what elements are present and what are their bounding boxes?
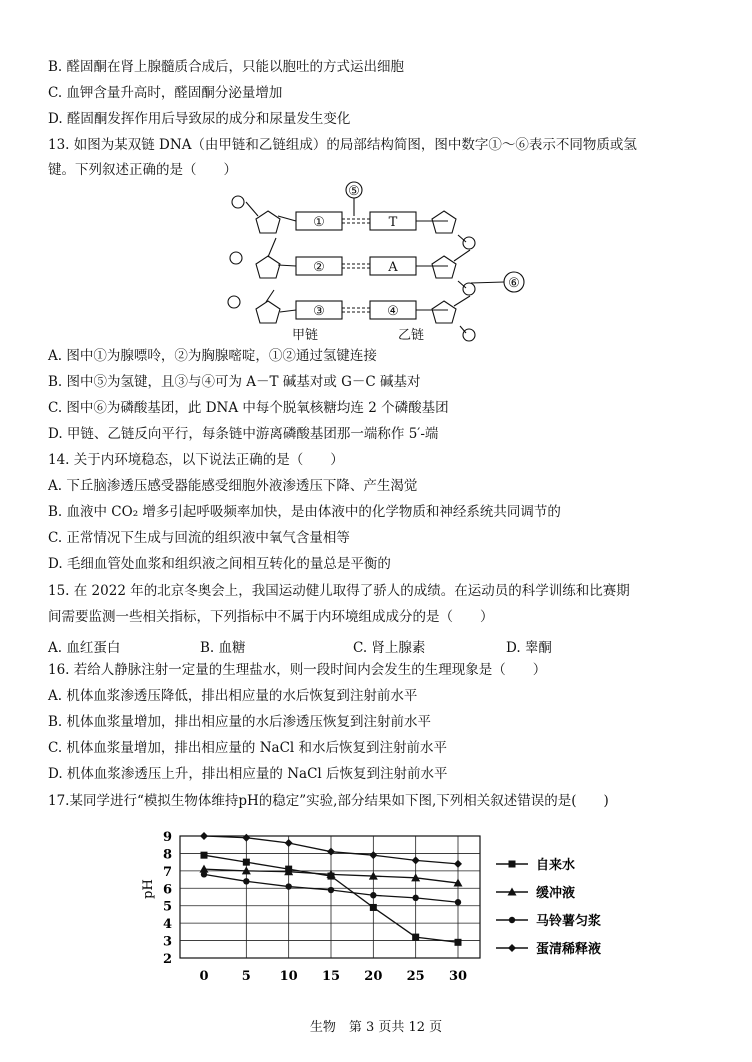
text-line: D. 醛固酮发挥作用后导致尿的成分和尿量发生变化 (48, 111, 351, 127)
data-point-circle (370, 892, 376, 898)
option-line: B. 图中⑤为氢键，且③与④可为 A－T 碱基对或 G－C 碱基对 (48, 374, 421, 390)
option-line: D. 机体血浆渗透压上升，排出相应量的 NaCl 后恢复到注射前水平 (48, 766, 448, 782)
x-tick-label: 0 (199, 969, 209, 984)
data-point-diamond (508, 944, 516, 952)
data-point-square (455, 939, 462, 946)
question-15-stem: 间需要监测一些相关指标，下列指标中不属于内环境组成成分的是（ ） (48, 609, 494, 625)
strand-label-right: 乙链 (397, 328, 425, 343)
option-line: B. 机体血浆量增加，排出相应量的水后渗透压恢复到注射前水平 (48, 714, 432, 730)
option-line: A. 图中①为腺嘌呤，②为胸腺嘧啶，①②通过氢键连接 (48, 348, 377, 364)
option-b: B. 血糖 (200, 640, 246, 656)
option-line: B. 血液中 CO₂ 增多引起呼吸频率加快，是由体液中的化学物质和神经系统共同调节的 (48, 504, 561, 520)
data-point-diamond (200, 832, 208, 840)
page-footer: 生物 第 3 页共 12 页 (309, 1020, 443, 1035)
data-point-diamond (454, 860, 462, 868)
data-point-diamond (242, 834, 250, 842)
x-tick-label: 15 (321, 969, 341, 984)
x-tick-label: 25 (406, 969, 425, 984)
chart-legend (496, 857, 601, 957)
question-16-stem: 16. 若给人静脉注射一定量的生理盐水，则一段时间内会发生的生理现象是（ ） (48, 662, 547, 678)
text-line: B. 醛固酮在肾上腺髓质合成后，只能以胞吐的方式运出细胞 (48, 59, 405, 75)
option-line: C. 正常情况下生成与回流的组织液中氧气含量相等 (48, 530, 350, 546)
legend-label: 缓冲液 (536, 886, 576, 901)
base-label-2: ② (313, 260, 325, 275)
data-point-diamond (412, 856, 420, 864)
legend-label: 自来水 (536, 858, 576, 873)
question-14-stem: 14. 关于内环境稳态，以下说法正确的是（ ） (48, 452, 344, 468)
option-a: A. 血红蛋白 (48, 640, 121, 656)
text-line: C. 血钾含量升高时，醛固酮分泌量增加 (48, 85, 283, 101)
y-axis-label: pH (141, 879, 156, 899)
data-point-diamond (327, 848, 335, 856)
base-label-t: T (388, 215, 398, 230)
option-line: A. 机体血浆渗透压降低，排出相应量的水后恢复到注射前水平 (48, 688, 418, 704)
legend-label: 蛋清稀释液 (536, 942, 602, 957)
option-d: D. 睾酮 (506, 640, 552, 656)
data-point-square (412, 934, 419, 941)
mark-6: ⑥ (508, 276, 520, 291)
x-tick-label: 20 (364, 969, 383, 984)
strand-label-left: 甲链 (291, 328, 319, 343)
data-point-circle (412, 895, 418, 901)
y-tick-label: 7 (162, 864, 172, 880)
x-tick-label: 10 (279, 969, 298, 984)
option-c: C. 肾上腺素 (353, 640, 426, 656)
question-17-stem: 17.某同学进行“模拟生物体维持pH的稳定”实验,部分结果如下图,下列相关叙述错误的是( ) (48, 793, 609, 809)
question-13-stem: 键。下列叙述正确的是（ ） (48, 162, 237, 178)
data-point-square (370, 904, 377, 911)
data-point-circle (455, 899, 461, 905)
data-point-square (509, 861, 516, 868)
data-point-square (243, 859, 250, 866)
chart-grid (163, 830, 480, 984)
base-label-a: A (388, 260, 398, 275)
question-15-stem: 15. 在 2022 年的北京冬奥会上，我国运动健儿取得了骄人的成绩。在运动员的科学训练和比赛期 (48, 583, 630, 599)
option-line: A. 下丘脑渗透压感受器能感受细胞外液渗透压下降、产生渴觉 (48, 478, 418, 494)
data-point-diamond (285, 839, 293, 847)
data-point-diamond (369, 851, 377, 859)
y-tick-label: 3 (162, 934, 172, 950)
base-label-3: ③ (313, 304, 325, 319)
data-point-square (201, 852, 208, 859)
data-point-circle (509, 917, 515, 923)
mark-5: ⑤ (348, 184, 360, 199)
y-tick-label: 2 (162, 952, 172, 967)
base-label-4: ④ (387, 304, 399, 319)
x-tick-label: 30 (448, 969, 468, 984)
data-point-circle (328, 887, 334, 893)
question-13-stem: 13. 如图为某双链 DNA（由甲链和乙链组成）的局部结构简图，图中数字①～⑥表示不同物质或氢 (48, 137, 637, 153)
y-tick-label: 8 (162, 847, 172, 863)
y-tick-label: 9 (162, 830, 172, 845)
option-line: C. 图中⑥为磷酸基团，此 DNA 中每个脱氧核糖均连 2 个磷酸基团 (48, 400, 449, 416)
option-line: D. 毛细血管处血浆和组织液之间相互转化的量总是平衡的 (48, 556, 391, 572)
data-point-circle (243, 878, 249, 884)
legend-label: 马铃薯匀浆 (536, 914, 602, 929)
x-tick-label: 5 (241, 969, 251, 984)
y-tick-label: 6 (162, 882, 172, 898)
option-line: C. 机体血浆量增加，排出相应量的 NaCl 和水后恢复到注射前水平 (48, 740, 448, 756)
base-label-1: ① (313, 215, 325, 230)
y-tick-label: 5 (162, 899, 172, 915)
data-point-circle (201, 871, 207, 877)
data-point-circle (285, 883, 291, 889)
option-line: D. 甲链、乙链反向平行，每条链中游离磷酸基团那一端称作 5′-端 (48, 426, 439, 442)
y-tick-label: 4 (162, 917, 172, 933)
